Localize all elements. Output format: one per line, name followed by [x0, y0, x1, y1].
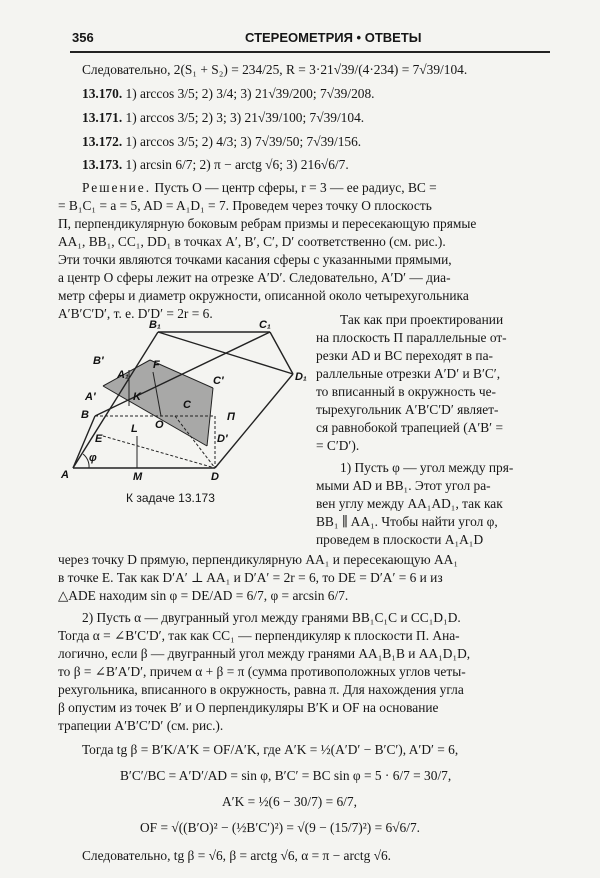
answer-number: 13.171. — [82, 110, 123, 125]
answer-number: 13.172. — [82, 134, 123, 149]
label-B: B — [81, 409, 89, 421]
formula-tg-beta: Тогда tg β = B′K/A′K = OF/A′K, где A′K = ½(A′D′ − B′C′), A′D′ = 6, — [82, 742, 459, 757]
side-line-10: мыми AD и BB₁. Этот угол ра- — [316, 478, 491, 493]
label-Pi: Π — [227, 411, 235, 423]
body-line-5: Тогда α = ∠B′C′D′, так как CC₁ — перпендикуляр к плоскости Π. Ана- — [58, 628, 460, 643]
side-line-12: BB₁ ∥ AA₁. Чтобы найти угол φ, — [316, 514, 498, 529]
side-line-11: вен углу между AA₁AD₁, так как — [316, 496, 503, 511]
side-line-1: Так как при проектировании — [340, 312, 504, 327]
answer-number: 13.170. — [82, 86, 123, 101]
label-D1: D₁ — [295, 371, 307, 383]
body-line-1: через точку D прямую, перпендикулярную AA₁ и пересекающую AA₁ — [58, 552, 458, 567]
side-line-8: = C′D′). — [316, 438, 360, 453]
answer-text: 1) arccos 3/5; 2) 3/4; 3) 21√39/200; 7√39/208. — [125, 86, 375, 101]
side-line-13: проведем в плоскости A₁A₁D — [316, 532, 484, 547]
label-F: F — [153, 359, 160, 371]
body-line-4: 2) Пусть α — двугранный угол между гранями BB₁C₁C и CC₁D₁D. — [82, 610, 461, 625]
formula-bc-ratio: B′C′/BC = A′D′/AD = sin φ, B′C′ = BC sin φ = 5 · 6/7 = 30/7, — [120, 768, 452, 783]
label-D: D — [211, 471, 219, 483]
label-B-prime: B′ — [93, 355, 104, 367]
body-line-8: рехугольника, вписанного в окружность, равна π. Для нахождения угла — [58, 682, 464, 697]
solution-line-2: = B₁C₁ = a = 5, AD = A₁D₁ = 7. Проведем через точку O плоскость — [58, 198, 432, 213]
body-line-10: трапеции A′B′C′D′ (см. рис.). — [58, 718, 224, 733]
label-A-prime: A′ — [85, 391, 96, 403]
formula-conclusion: Следовательно, tg β = √6, β = arctg √6, α = π − arctg √6. — [82, 848, 392, 863]
answer-13-172 — [82, 134, 361, 150]
label-A1: A₁ — [117, 369, 129, 381]
solution-line-3: Π, перпендикулярную боковым ребрам призмы и пересекающую прямые — [58, 216, 477, 231]
label-phi: φ — [89, 452, 97, 464]
body-line-3: △ADE находим sin φ = DE/AD = 6/7, φ = arcsin 6/7. — [58, 588, 349, 603]
answer-text: 1) arccos 3/5; 2) 4/3; 3) 7√39/50; 7√39/156. — [125, 134, 362, 149]
body-line-9: β опустим из точек B′ и O перпендикуляры B′K и OF на основание — [58, 700, 439, 715]
answer-number: 13.173. — [82, 157, 123, 172]
answer-text: 1) arccos 3/5; 2) 3; 3) 21√39/100; 7√39/104. — [125, 110, 365, 125]
label-C: C — [183, 399, 191, 411]
body-line-7: то β = ∠B′A′D′, причем α + β = π (сумма противоположных углов четы- — [58, 664, 466, 679]
solution-label: Решение. — [82, 180, 152, 195]
label-D-prime: D′ — [217, 433, 228, 445]
answer-summary-line: Следовательно, 2(S₁ + S₂) = 234/25, R = 3·21√39/(4·234) = 7√39/104. — [82, 62, 468, 77]
page-number: 356 — [72, 30, 94, 45]
solution-line-5: Эти точки являются точками касания сферы с указанными прямыми, — [58, 252, 452, 267]
label-C-prime: C′ — [213, 375, 224, 387]
answer-13-173 — [82, 157, 349, 173]
answer-text: 1) arcsin 6/7; 2) π − arctg √6; 3) 216√6/7. — [125, 157, 349, 172]
side-line-6: тырехугольник A′B′C′D′ являет- — [316, 402, 499, 417]
solution-line-7: метр сферы и диаметр окружности, описанной около четырехугольника — [58, 288, 469, 303]
label-O: O — [155, 419, 164, 431]
body-line-2: в точке E. Так как D′A′ ⊥ AA₁ и D′A′ = 2r = 6, то DE = D′A′ = 6 и из — [58, 570, 443, 585]
label-C1: C₁ — [259, 319, 271, 331]
label-A: A — [61, 469, 69, 481]
formula-of: OF = √((B′O)² − (½B′C′)²) = √(9 − (15/7)²) = 6√6/7. — [140, 820, 420, 835]
side-line-7: ся равнобокой трапецией (A′B′ = — [316, 420, 504, 435]
solution-line-1: Решение. Пусть O — центр сферы, r = 3 — ее радиус, BC = — [82, 180, 437, 195]
solution-line-6: а центр O сферы лежит на отрезке A′D′. Следовательно, A′D′ — диа- — [58, 270, 451, 285]
figure-caption: К задаче 13.173 — [126, 491, 215, 505]
label-E: E — [95, 433, 103, 445]
answer-13-171 — [82, 110, 364, 126]
body-line-6: логично, если β — двугранный угол между гранями AA₁B₁B и AA₁D₁D, — [58, 646, 471, 661]
label-K: K — [133, 391, 141, 403]
label-B1: B₁ — [149, 319, 161, 331]
formula-ak: A′K = ½(6 − 30/7) = 6/7, — [222, 794, 357, 809]
solution-line-8: A′B′C′D′, т. е. D′D′ = 2r = 6. — [58, 306, 213, 321]
side-line-9: 1) Пусть φ — угол между пря- — [340, 460, 514, 475]
side-line-3: резки AD и BC переходят в па- — [316, 348, 494, 363]
answer-13-170 — [82, 86, 375, 102]
label-L: L — [131, 423, 138, 435]
label-M: M — [133, 471, 143, 483]
side-line-2: на плоскость Π параллельные от- — [316, 330, 507, 345]
prism-figure — [55, 318, 313, 496]
side-line-5: то вписанный в окружность че- — [316, 384, 497, 399]
solution-line-4: AA₁, BB₁, CC₁, DD₁ в точках A′, B′, C′, D′ соответственно (см. рис.). — [58, 234, 446, 249]
side-line-4: раллельные отрезки A′D′ и B′C′, — [316, 366, 501, 381]
running-title: СТЕРЕОМЕТРИЯ • ОТВЕТЫ — [245, 30, 422, 45]
header-rule — [70, 51, 550, 53]
